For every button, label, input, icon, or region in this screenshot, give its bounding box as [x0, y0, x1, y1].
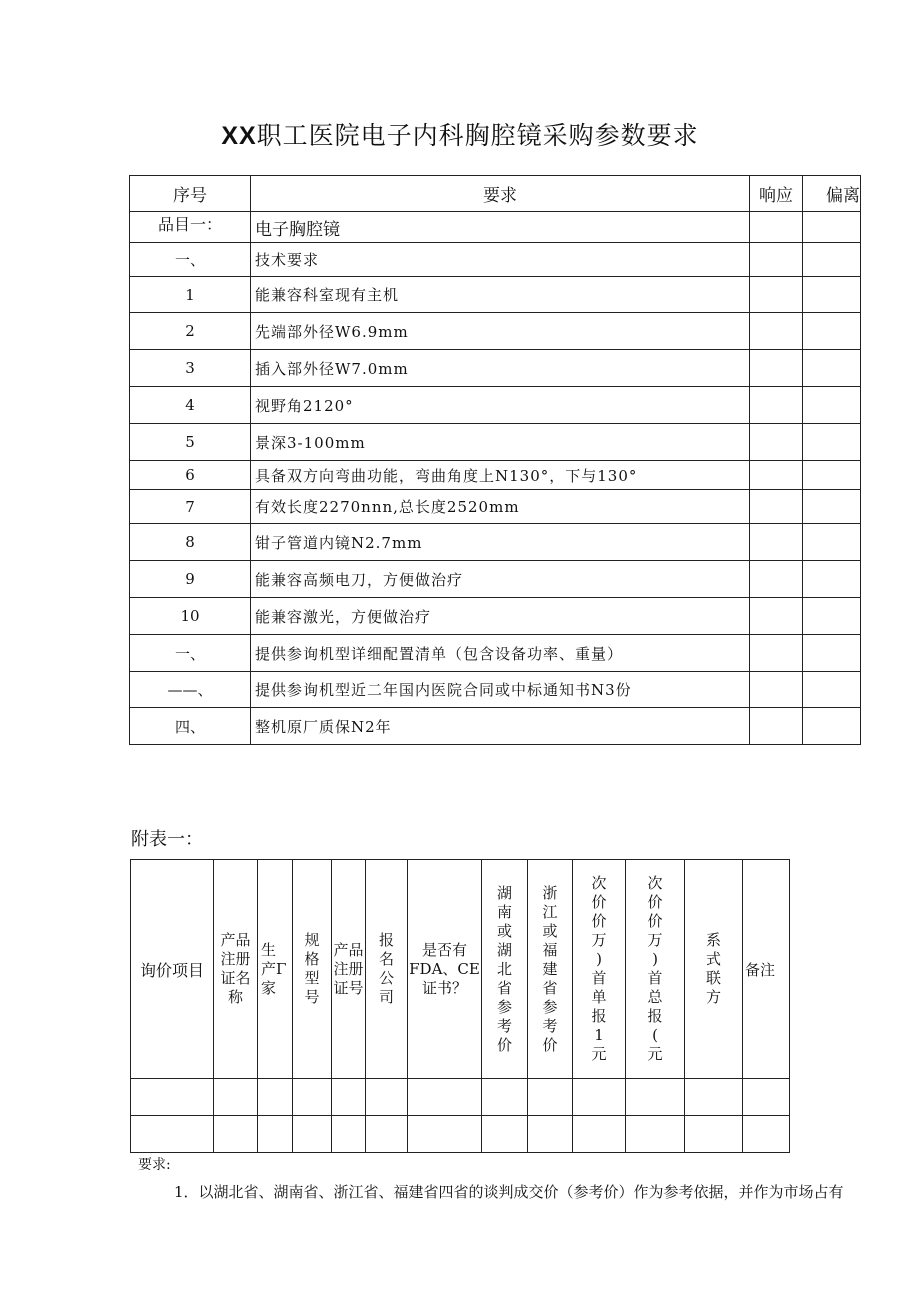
inquiry-cell[interactable]	[214, 1079, 258, 1116]
spec-row	[130, 490, 861, 524]
header-line: 1	[594, 1026, 604, 1044]
spec-row	[130, 461, 861, 490]
inquiry-cell[interactable]	[482, 1079, 528, 1116]
inquiry-cell[interactable]	[293, 1116, 332, 1153]
spec-row-response[interactable]	[750, 461, 803, 490]
header-line: 南	[496, 902, 512, 921]
spec-row	[130, 672, 861, 708]
header-contact	[685, 931, 742, 1007]
header-line: 或	[542, 921, 558, 940]
spec-row-deviation[interactable]	[803, 561, 861, 598]
spec-row-deviation[interactable]	[803, 635, 861, 672]
header-line: 首	[647, 969, 663, 987]
spec-row-text: 视野角2120°	[251, 387, 750, 424]
spec-row-deviation[interactable]	[803, 212, 861, 243]
spec-row-no: 3	[130, 350, 251, 387]
spec-row-deviation[interactable]	[803, 598, 861, 635]
header-line: 万	[591, 931, 607, 949]
header-line: 江	[542, 902, 558, 921]
spec-row-no: 2	[130, 313, 251, 350]
spec-row-deviation[interactable]	[803, 461, 861, 490]
requirements-label: 要求:	[138, 1157, 171, 1173]
spec-row-no: 8	[130, 524, 251, 561]
header-first-total-price	[626, 874, 684, 1064]
spec-row	[130, 708, 861, 745]
header-reg-no	[332, 941, 365, 998]
header-line: 价	[542, 1035, 558, 1054]
spec-row-text: 能兼容科室现有主机	[251, 277, 750, 313]
spec-row-no: 7	[130, 490, 251, 524]
header-line: 产品	[333, 940, 364, 959]
appendix-title: 附表一：	[131, 829, 203, 850]
header-hunan-hubei-price	[482, 884, 527, 1055]
header-reg-name	[214, 931, 257, 1007]
spec-row-deviation[interactable]	[803, 490, 861, 524]
inquiry-row	[131, 1079, 790, 1116]
header-line: 生	[261, 940, 277, 959]
header-line: 格	[304, 950, 320, 968]
header-inquiry-item: 询价项目	[131, 860, 214, 1079]
spec-row-no: 品目一：	[130, 212, 251, 243]
inquiry-cell[interactable]	[528, 1079, 573, 1116]
header-line: 注册	[220, 950, 251, 968]
spec-row-response[interactable]	[750, 243, 803, 277]
header-line: 元	[647, 1045, 663, 1063]
header-line: 湖	[496, 940, 512, 959]
spec-row	[130, 424, 861, 461]
inquiry-cell[interactable]	[293, 1079, 332, 1116]
header-requirement: 要求	[251, 176, 750, 212]
spec-row-no: 5	[130, 424, 251, 461]
header-line: 是否有	[421, 940, 467, 959]
spec-row-text: 整机原厂质保N2年	[251, 708, 750, 745]
spec-row-no: 1	[130, 277, 251, 313]
inquiry-cell[interactable]	[626, 1116, 685, 1153]
inquiry-cell[interactable]	[131, 1079, 214, 1116]
header-company	[366, 931, 407, 1007]
spec-row	[130, 313, 861, 350]
header-line: 报	[378, 931, 394, 949]
spec-row-response[interactable]	[750, 561, 803, 598]
header-line: 参	[542, 997, 558, 1016]
spec-row-response[interactable]	[750, 635, 803, 672]
header-line: 次	[591, 874, 607, 892]
inquiry-cell[interactable]	[332, 1116, 366, 1153]
header-line: 考	[542, 1016, 558, 1035]
header-line: 省	[542, 978, 558, 997]
inquiry-cell[interactable]	[626, 1079, 685, 1116]
spec-row-response[interactable]	[750, 313, 803, 350]
spec-row	[130, 561, 861, 598]
inquiry-cell[interactable]	[528, 1116, 573, 1153]
header-line: 次	[647, 874, 663, 892]
inquiry-cell[interactable]	[214, 1116, 258, 1153]
spec-row	[130, 350, 861, 387]
header-fda-ce	[408, 941, 481, 998]
header-no: 序号	[130, 176, 251, 212]
header-line: 型	[304, 969, 320, 987]
header-line: )	[652, 950, 658, 968]
header-line: 规	[304, 931, 320, 949]
header-line: 联	[705, 969, 721, 987]
header-line: 报	[591, 1007, 607, 1025]
spec-row-text: 提供参询机型近二年国内医院合同或中标通知书N3份	[251, 672, 750, 708]
header-line: 价	[496, 1035, 512, 1054]
header-line: 福	[542, 940, 558, 959]
header-line: 万	[647, 931, 663, 949]
spec-row-no: 10	[130, 598, 251, 635]
header-line: 证名	[220, 969, 251, 987]
spec-row-response[interactable]	[750, 490, 803, 524]
header-line: 证书？	[421, 978, 467, 997]
spec-row	[130, 387, 861, 424]
spec-row-text: 电子胸腔镜	[251, 212, 750, 243]
spec-row-text: 能兼容高频电刀，方便做治疗	[251, 561, 750, 598]
spec-row	[130, 212, 861, 243]
inquiry-table	[130, 859, 790, 1153]
header-line: (	[652, 1026, 658, 1044]
header-model	[293, 931, 331, 1007]
spec-row-text: 钳子管道内镜N2.7mm	[251, 524, 750, 561]
header-line: 北	[496, 959, 512, 978]
header-line: 家	[261, 978, 277, 997]
header-zhejiang-fujian-price	[528, 884, 572, 1055]
spec-row-deviation[interactable]	[803, 708, 861, 745]
spec-row-response[interactable]	[750, 350, 803, 387]
inquiry-row	[131, 1116, 790, 1153]
spec-row-no: 9	[130, 561, 251, 598]
inquiry-cell[interactable]	[258, 1079, 293, 1116]
spec-row-deviation[interactable]	[803, 387, 861, 424]
spec-row-no: 6	[130, 461, 251, 490]
header-line: 单	[591, 988, 607, 1006]
spec-row-no: ——、	[130, 672, 251, 708]
spec-row-text: 先端部外径W6.9mm	[251, 313, 750, 350]
header-line: 考	[496, 1016, 512, 1035]
spec-row	[130, 598, 861, 635]
spec-row-deviation[interactable]	[803, 524, 861, 561]
spec-row-deviation[interactable]	[803, 277, 861, 313]
spec-row-text: 插入部外径W7.0mm	[251, 350, 750, 387]
spec-row-text: 景深3-100mm	[251, 424, 750, 461]
spec-row	[130, 243, 861, 277]
header-line: 价	[591, 893, 607, 911]
header-line: )	[596, 950, 602, 968]
header-line: 号	[304, 988, 320, 1006]
inquiry-cell[interactable]	[685, 1079, 743, 1116]
header-note: 备注	[743, 860, 790, 1079]
header-line: 注册	[333, 959, 364, 978]
spec-row-response[interactable]	[750, 672, 803, 708]
header-line: 价	[591, 912, 607, 930]
header-line: 湖	[496, 883, 512, 902]
header-line: 名	[378, 950, 394, 968]
spec-row-deviation[interactable]	[803, 243, 861, 277]
inquiry-cell[interactable]	[573, 1079, 626, 1116]
requirement-item-1: 1．以湖北省、湖南省、浙江省、福建省四省的谈判成交价（参考价）作为参考依据，并作为市场占有	[174, 1183, 844, 1201]
header-line: 元	[591, 1045, 607, 1063]
spec-row-text: 提供参询机型详细配置清单（包含设备功率、重量）	[251, 635, 750, 672]
spec-row-response[interactable]	[750, 387, 803, 424]
header-line: 首	[591, 969, 607, 987]
spec-row-response[interactable]	[750, 277, 803, 313]
spec-row-no: 4	[130, 387, 251, 424]
spec-row-no: 四、	[130, 708, 251, 745]
spec-row-text: 技术要求	[251, 243, 750, 277]
inquiry-cell[interactable]	[366, 1116, 408, 1153]
header-line: 公	[378, 969, 394, 987]
header-line: 价	[647, 912, 663, 930]
inquiry-cell[interactable]	[685, 1116, 743, 1153]
spec-row-text: 有效长度2270nnn,总长度2520mm	[251, 490, 750, 524]
spec-row	[130, 277, 861, 313]
inquiry-header-row	[131, 860, 790, 1079]
inquiry-cell[interactable]	[332, 1079, 366, 1116]
header-line: 浙	[542, 883, 558, 902]
inquiry-cell[interactable]	[482, 1116, 528, 1153]
header-line: FDA、CE	[409, 959, 480, 978]
spec-row-response[interactable]	[750, 708, 803, 745]
header-line: 建	[542, 959, 558, 978]
spec-row-deviation[interactable]	[803, 350, 861, 387]
spec-row-no: 一、	[130, 635, 251, 672]
header-line: 或	[496, 921, 512, 940]
spec-header-row	[130, 176, 861, 212]
inquiry-cell[interactable]	[408, 1079, 482, 1116]
spec-row-text: 能兼容激光，方便做治疗	[251, 598, 750, 635]
inquiry-cell[interactable]	[408, 1116, 482, 1153]
header-line: 价	[647, 893, 663, 911]
page-title: XX职工医院电子内科胸腔镜采购参数要求	[221, 121, 699, 150]
inquiry-cell[interactable]	[743, 1116, 790, 1153]
spec-table	[129, 175, 861, 745]
header-line: 方	[705, 988, 721, 1006]
header-line: 报	[647, 1007, 663, 1025]
inquiry-cell[interactable]	[258, 1116, 293, 1153]
header-line: 系	[705, 931, 721, 949]
header-line: 产Γ	[261, 959, 287, 978]
header-maker	[258, 941, 292, 998]
header-line: 总	[647, 988, 663, 1006]
inquiry-cell[interactable]	[573, 1116, 626, 1153]
spec-row-response[interactable]	[750, 212, 803, 243]
inquiry-cell[interactable]	[743, 1079, 790, 1116]
spec-row-response[interactable]	[750, 598, 803, 635]
spec-row-response[interactable]	[750, 424, 803, 461]
inquiry-cell[interactable]	[366, 1079, 408, 1116]
spec-row-response[interactable]	[750, 524, 803, 561]
header-response: 响应	[750, 176, 803, 212]
header-line: 参	[496, 997, 512, 1016]
spec-row-deviation[interactable]	[803, 424, 861, 461]
header-first-unit-price	[573, 874, 625, 1064]
spec-row-no: 一、	[130, 243, 251, 277]
inquiry-cell[interactable]	[131, 1116, 214, 1153]
spec-row	[130, 524, 861, 561]
spec-row-deviation[interactable]	[803, 672, 861, 708]
spec-row-text: 具备双方向弯曲功能，弯曲角度上N130°，下与130°	[251, 461, 750, 490]
header-line: 称	[227, 988, 243, 1006]
header-line: 式	[705, 950, 721, 968]
header-deviation: 偏离	[803, 176, 861, 212]
spec-row	[130, 635, 861, 672]
header-line: 产品	[220, 931, 251, 949]
header-line: 司	[378, 988, 394, 1006]
header-line: 证号	[333, 978, 364, 997]
header-line: 省	[496, 978, 512, 997]
spec-row-deviation[interactable]	[803, 313, 861, 350]
